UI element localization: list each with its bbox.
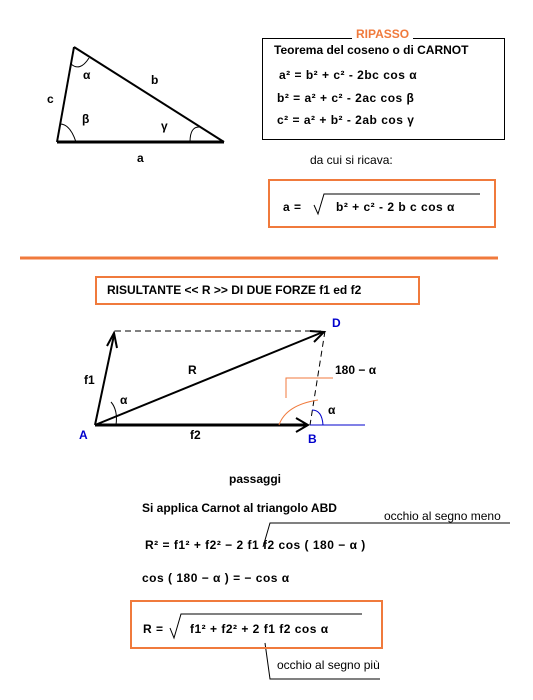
equation-cos-identity: cos ( 180 − α ) = − cos α [142,571,290,585]
label-f1: f1 [84,373,95,387]
label-r: R [188,363,197,377]
label-alpha-a: α [120,393,128,407]
supplementary-leader [286,378,333,398]
label-angle-beta: β [82,112,90,126]
final-rhs: f1² + f2² + 2 f1 f2 cos α [190,622,329,636]
note-plus-sign: occhio al segno più [277,658,380,672]
gamma-arc [190,127,200,142]
label-supplementary: 180 − α [335,363,377,377]
final-lhs: R = [143,622,164,636]
derive-note: da cui si ricava: [310,153,393,167]
alpha-arc-b [312,410,323,425]
note-minus-sign: occhio al segno meno [384,509,501,523]
formula-c: c² = a² + b² - 2ab cos γ [277,113,415,127]
top-triangle [57,47,224,142]
beta-arc [60,124,76,142]
result-lhs: a = [283,200,302,214]
side-c-line [57,47,74,142]
label-point-a: A [79,428,88,442]
alpha-arc-a [111,402,116,425]
steps-heading: passaggi [229,472,282,486]
label-point-d: D [332,316,341,330]
formula-a: a² = b² + c² - 2bc cos α [279,68,418,82]
label-alpha-b: α [328,403,336,417]
formula-b: b² = a² + c² - 2ac cos β [277,91,415,105]
label-side-b: b [151,73,159,87]
alpha-arc [71,58,89,67]
label-f2: f2 [190,428,201,442]
apply-carnot-text: Si applica Carnot al triangolo ABD [142,501,337,515]
label-side-a: a [137,151,144,165]
review-tag: RIPASSO [352,27,413,41]
label-side-c: c [47,92,54,106]
force-diagram [95,331,365,432]
label-angle-alpha: α [83,68,91,82]
label-angle-gamma: γ [161,119,168,133]
resultant-title: RISULTANTE << R >> DI DUE FORZE f1 ed f2 [107,283,362,297]
f1-vector [95,335,114,425]
equation-carnot: R² = f1² + f2² − 2 f1 f2 cos ( 180 − α ) [145,538,366,552]
label-point-b: B [308,432,317,446]
review-title: Teorema del coseno o di CARNOT [274,43,469,57]
result-rhs: b² + c² - 2 b c cos α [336,200,455,214]
side-b-line [74,47,224,142]
